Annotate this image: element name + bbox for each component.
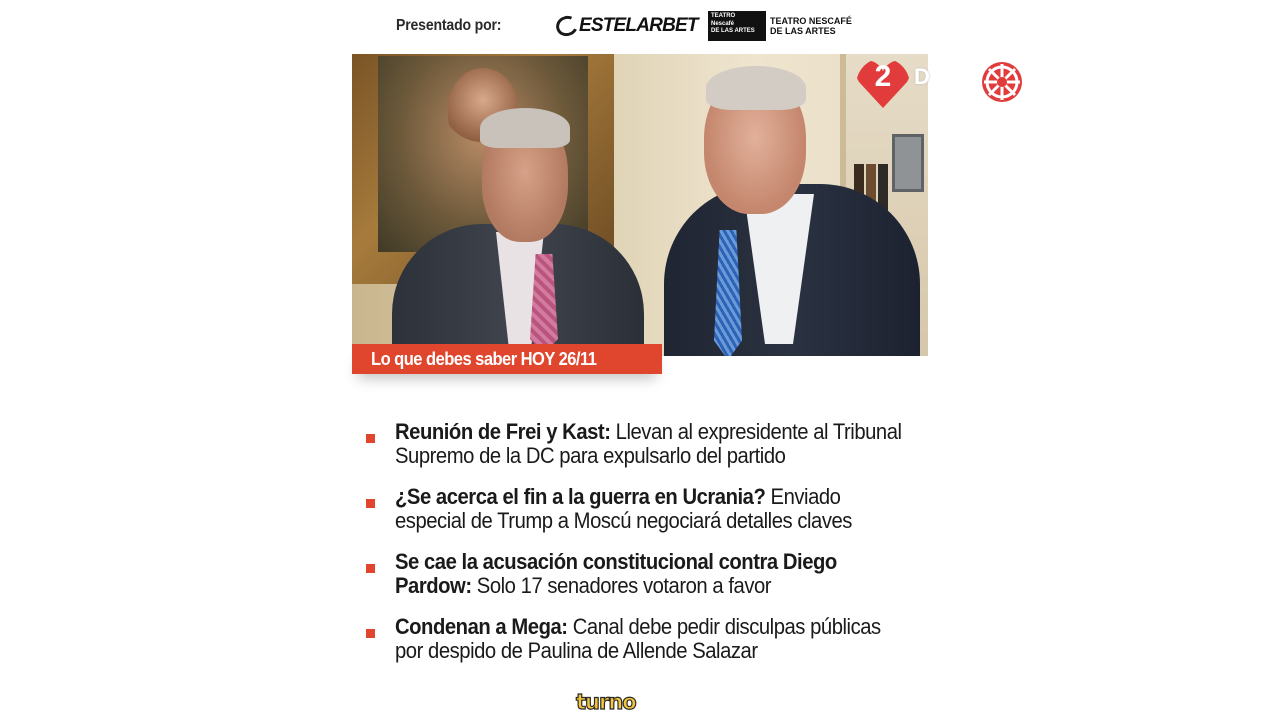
bullet-icon	[366, 564, 375, 573]
estelarbet-mark-icon	[553, 13, 581, 39]
news-text	[395, 485, 910, 533]
person-right-hair	[706, 66, 806, 110]
news-body: Solo 17 senadores votaron a favor	[476, 573, 772, 598]
bullet-icon	[366, 434, 375, 443]
news-title: ¿Se acerca el fin a la guerra en Ucrania?	[395, 484, 766, 509]
news-item	[362, 485, 922, 533]
teatro-logo-box	[708, 11, 766, 41]
teatro-text-line: DE LAS ARTES	[770, 26, 836, 36]
news-title: Se cae la acusación constitucional contra Diego Pardow:	[395, 549, 837, 598]
date-banner	[352, 344, 662, 374]
channel-badge	[852, 52, 932, 112]
badge-number: 2	[874, 60, 892, 93]
news-title: Reunión de Frei y Kast:	[395, 419, 611, 444]
news-item	[362, 550, 922, 598]
teatro-box-line: TEATRO	[711, 13, 736, 19]
news-item	[362, 615, 922, 663]
person-left-hair	[480, 108, 570, 148]
news-text	[395, 615, 910, 663]
news-body: Llevan al expresidente al Tribunal Supremo de la DC para expulsarlo del partido	[395, 419, 902, 468]
badge-letter: D	[914, 64, 930, 89]
news-text	[395, 420, 910, 468]
bullet-icon	[366, 499, 375, 508]
date-banner-text: Lo que debes saber HOY 26/11	[371, 348, 597, 369]
news-body: Enviado especial de Trump a Moscú negociará detalles claves	[395, 484, 852, 533]
news-photo	[352, 54, 928, 356]
picture-frame	[892, 134, 924, 192]
sponsor-bar	[352, 8, 928, 46]
news-title: Condenan a Mega:	[395, 614, 568, 639]
estelarbet-wordmark: ESTELARBET	[579, 15, 698, 36]
channel-logo-icon	[980, 60, 1024, 104]
news-text	[395, 550, 910, 598]
teatro-logo-text	[770, 16, 852, 36]
presented-by-label: Presentado por:	[396, 17, 502, 34]
teatro-text-line: TEATRO NESCAFÉ	[770, 16, 852, 26]
news-body: Canal debe pedir disculpas públicas por despido de Paulina de Allende Salazar	[395, 614, 881, 663]
teatro-box-line: DE LAS ARTES	[711, 28, 755, 34]
estelarbet-logo	[556, 15, 698, 37]
teatro-box-line: Nescafé	[711, 20, 735, 27]
turno-logo: turno	[576, 690, 636, 714]
channel-logo	[980, 60, 1024, 104]
news-list	[362, 420, 922, 680]
teatro-nescafe-logo	[708, 11, 852, 41]
bullet-icon	[366, 629, 375, 638]
news-item	[362, 420, 922, 468]
